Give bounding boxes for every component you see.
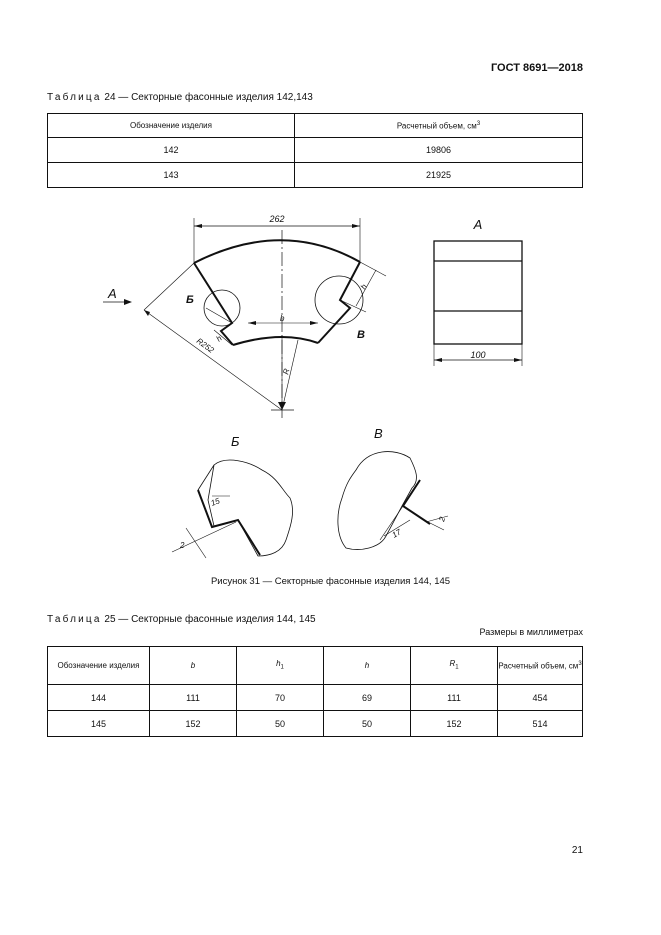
- table-header-cell: Обозначение изделия: [48, 114, 295, 138]
- dimension-h1-label: h: [358, 282, 369, 291]
- page-number: 21: [571, 845, 583, 856]
- table25-caption-label: Таблица: [47, 614, 102, 625]
- table-header-cell: b: [150, 647, 237, 685]
- dimension-15-label: 15: [209, 496, 222, 508]
- table-cell: 111: [150, 685, 237, 711]
- table-header-cell: Расчетный объем, $см^3$: [295, 114, 583, 138]
- table24-caption-label: Таблица: [47, 92, 102, 103]
- dimension-17-label: 17: [390, 527, 403, 540]
- table25: [47, 646, 583, 737]
- table-cell: 152: [150, 711, 237, 737]
- table-header-cell: $h_1$: [237, 647, 324, 685]
- table-cell: 70: [237, 685, 324, 711]
- figure-caption: Рисунок 31 — Секторные фасонные изделия 144, 145: [210, 576, 451, 587]
- table25-caption: [47, 614, 316, 625]
- table-cell: 21925: [295, 163, 583, 188]
- detail-v-title: В: [374, 426, 383, 441]
- dimension-r1-label: R: [281, 367, 292, 376]
- table-cell: 50: [324, 711, 411, 737]
- table-header-cell: h: [324, 647, 411, 685]
- table-header-cell: Расчетный объем, $см^3$: [498, 647, 583, 685]
- table-cell: 454: [498, 685, 583, 711]
- table-header-cell: Обозначение изделия: [48, 647, 150, 685]
- table-cell: 143: [48, 163, 295, 188]
- detail-b-title: Б: [231, 434, 240, 449]
- table24-caption-text: 24 — Секторные фасонные изделия 142,143: [104, 92, 313, 103]
- table-cell: 514: [498, 711, 583, 737]
- table-cell: 50: [237, 711, 324, 737]
- table-cell: 19806: [295, 138, 583, 163]
- table-cell: 69: [324, 685, 411, 711]
- table-row: [48, 711, 583, 737]
- dimension-2-left-label: 2: [180, 541, 185, 550]
- detail-b-marker: Б: [186, 294, 194, 306]
- dimension-b-label: b: [280, 314, 285, 323]
- table-cell: 142: [48, 138, 295, 163]
- units-note: Размеры в миллиметрах: [479, 627, 583, 637]
- view-a-title: А: [473, 217, 483, 232]
- table-header-row: [48, 647, 583, 685]
- dimension-2-right-label: 2: [437, 515, 448, 523]
- table-cell: 111: [411, 685, 498, 711]
- dimension-262-label: 262: [269, 214, 285, 224]
- table25-caption-text: 25 — Секторные фасонные изделия 144, 145: [104, 614, 316, 625]
- table-row: [48, 685, 583, 711]
- table-header-cell: $R_1$: [411, 647, 498, 685]
- dimension-r252-label: R252: [194, 336, 216, 355]
- table-cell: 145: [48, 711, 150, 737]
- standard-designation: ГОСТ 8691—2018: [490, 62, 583, 74]
- table-cell: 144: [48, 685, 150, 711]
- view-arrow-a-label: А: [108, 286, 117, 301]
- dimension-100-label: 100: [470, 350, 486, 360]
- dimension-h-label: h: [214, 333, 224, 344]
- detail-v-marker: В: [357, 329, 365, 341]
- table-cell: 152: [411, 711, 498, 737]
